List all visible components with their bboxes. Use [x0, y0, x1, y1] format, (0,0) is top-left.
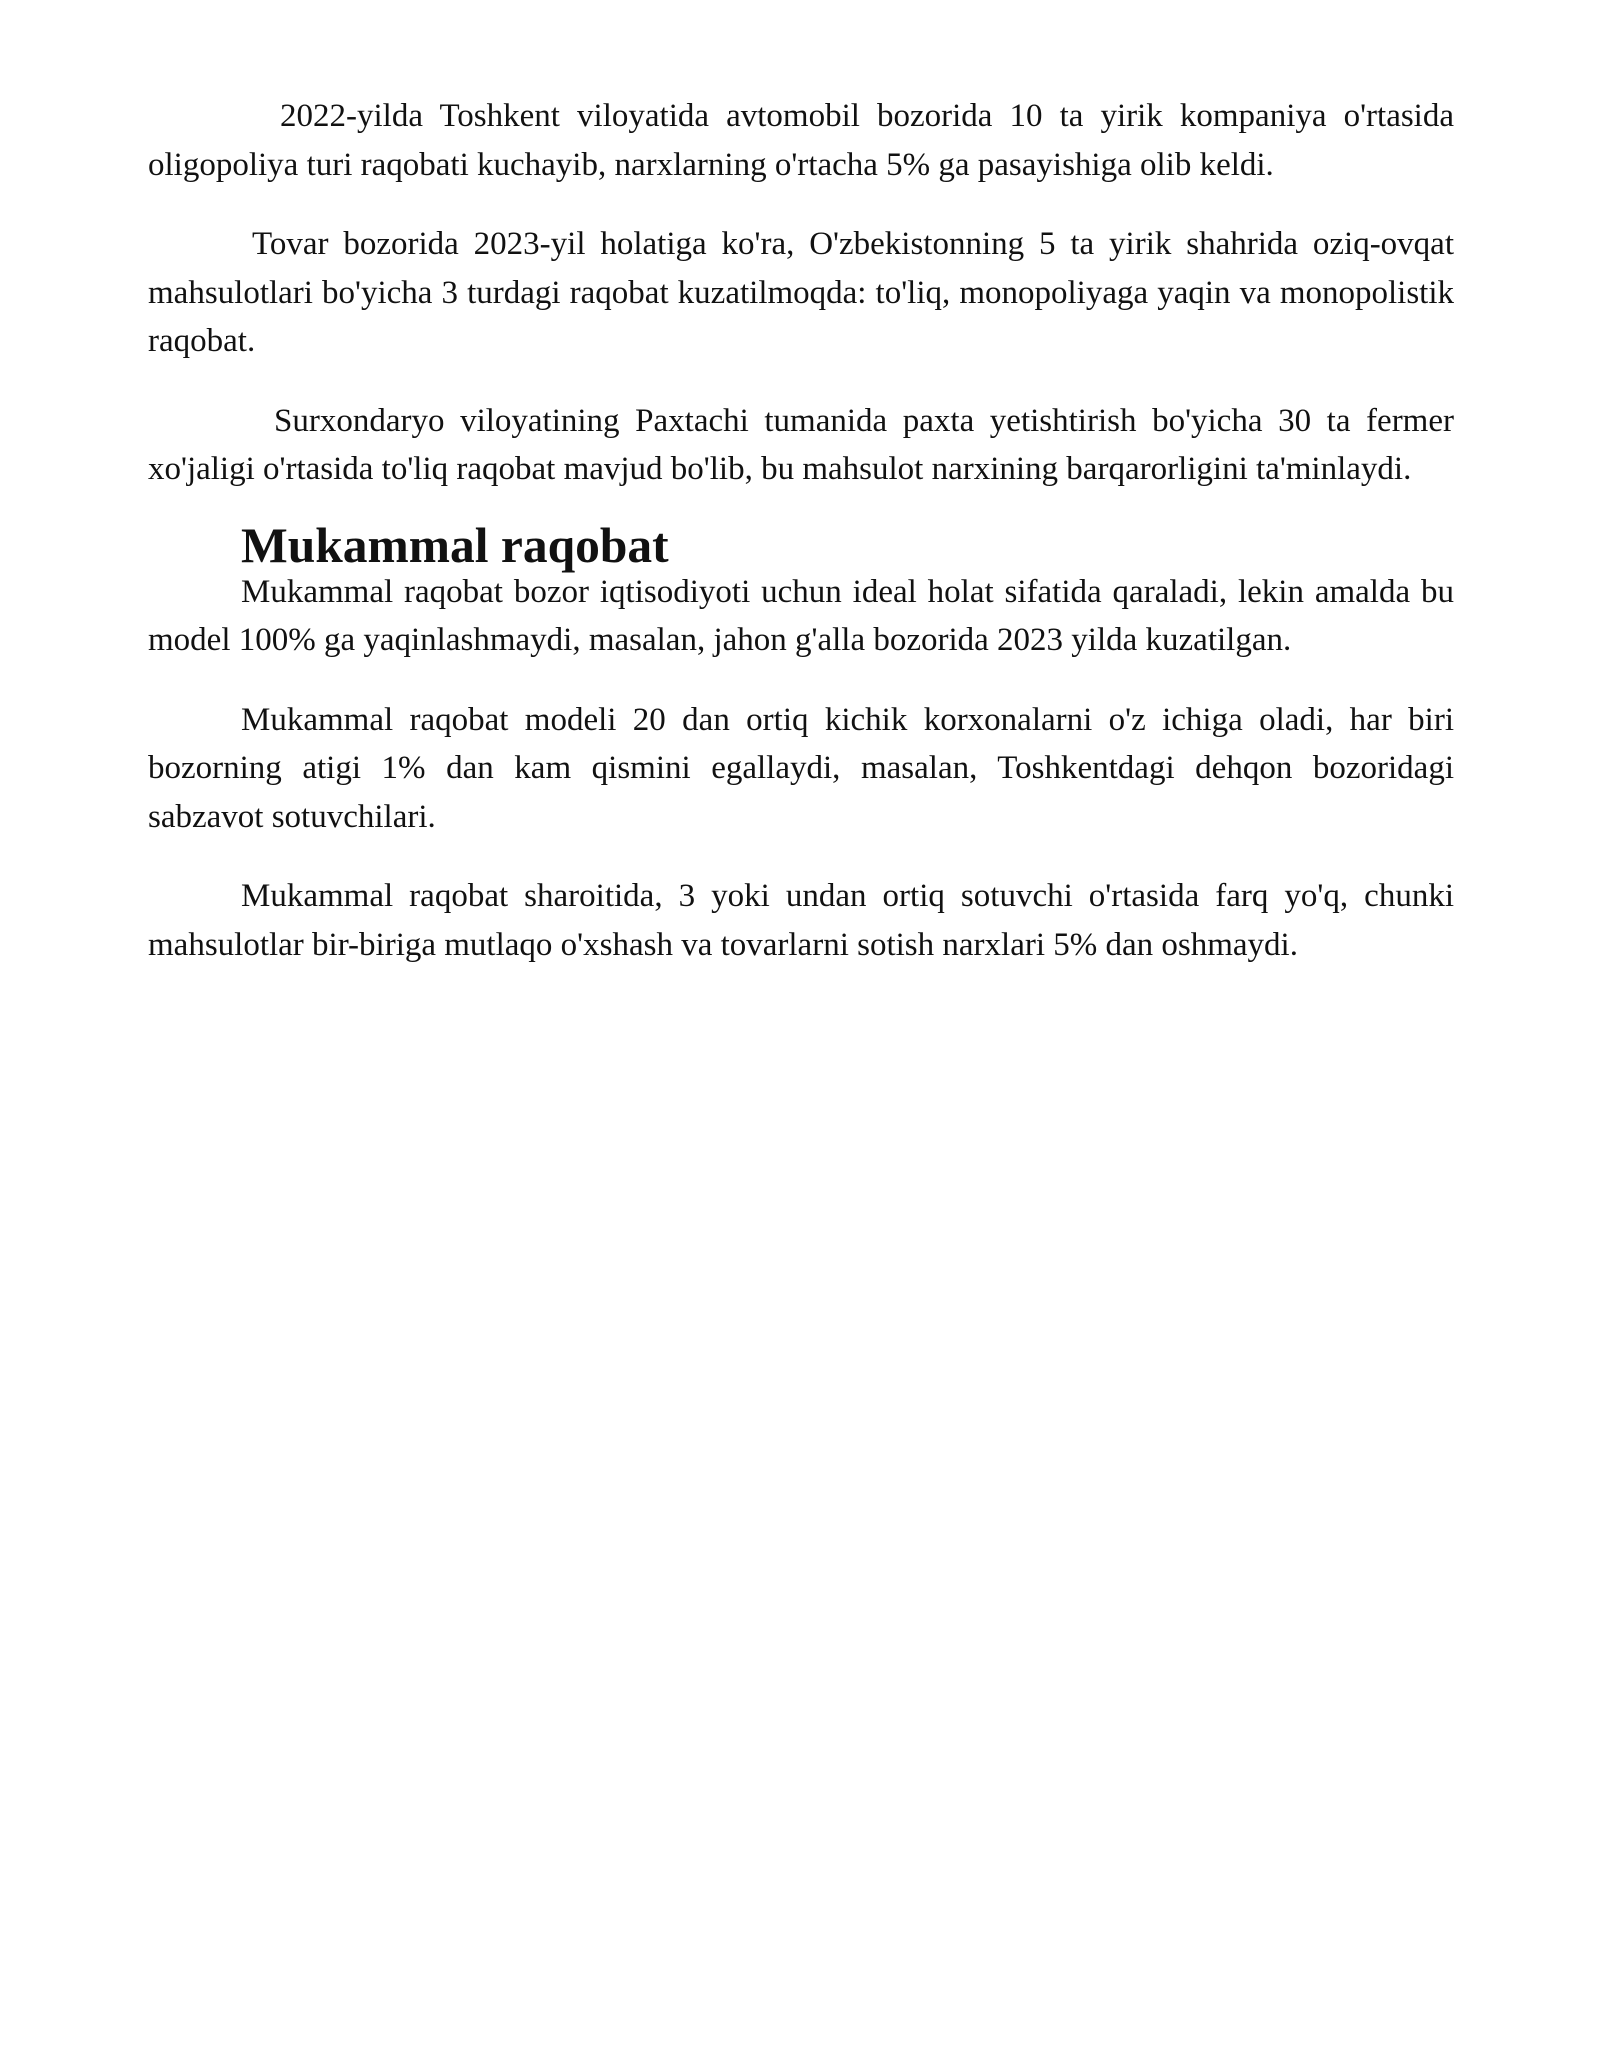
paragraph-perfect-competition-conditions: Mukammal raqobat sharoitida, 3 yoki undan ortiq sotuvchi o'rtasida farq yo'q, chunki mahsulotlar bir-biriga mutlaqo o'xshash va tovarlarni sotish narxlari 5% dan oshmaydi.	[148, 878, 1454, 963]
paragraph-goods-market: Tovar bozorida 2023-yil holatiga ko'ra, O'zbekistonning 5 ta yirik shahrida oziq-ovqat mahsulotlari bo'yicha 3 turdagi raqobat kuzatilmoqda: to'liq, monopoliyaga yaqin va monopolistik raqobat.	[148, 226, 1454, 359]
section-heading: Mukammal raqobat	[241, 517, 669, 573]
document-body	[148, 92, 1454, 969]
paragraph-car-market: 2022-yilda Toshkent viloyatida avtomobil bozorida 10 ta yirik kompaniya o'rtasida oligopoliya turi raqobati kuchayib, narxlarning o'rtacha 5% ga pasayishiga olib keldi.	[148, 98, 1454, 183]
paragraph-cotton-farms: Surxondaryo viloyatining Paxtachi tumanida paxta yetishtirish bo'yicha 30 ta fermer xo'jaligi o'rtasida to'liq raqobat mavjud bo'lib, bu mahsulot narxining barqarorligini ta'minlaydi.	[148, 402, 1454, 487]
paragraph-perfect-competition-model: Mukammal raqobat modeli 20 dan ortiq kichik korxonalarni o'z ichiga oladi, har biri bozorning atigi 1% dan kam qismini egallaydi, masalan, Toshkentdagi dehqon bozoridagi sabzavot sotuvchilari.	[148, 701, 1454, 835]
paragraph-perfect-competition-ideal: Mukammal raqobat bozor iqtisodiyoti uchun ideal holat sifatida qaraladi, lekin amalda bu model 100% ga yaqinlashmaydi, masalan, jahon g'alla bozorida 2023 yilda kuzatilgan.	[148, 573, 1454, 658]
